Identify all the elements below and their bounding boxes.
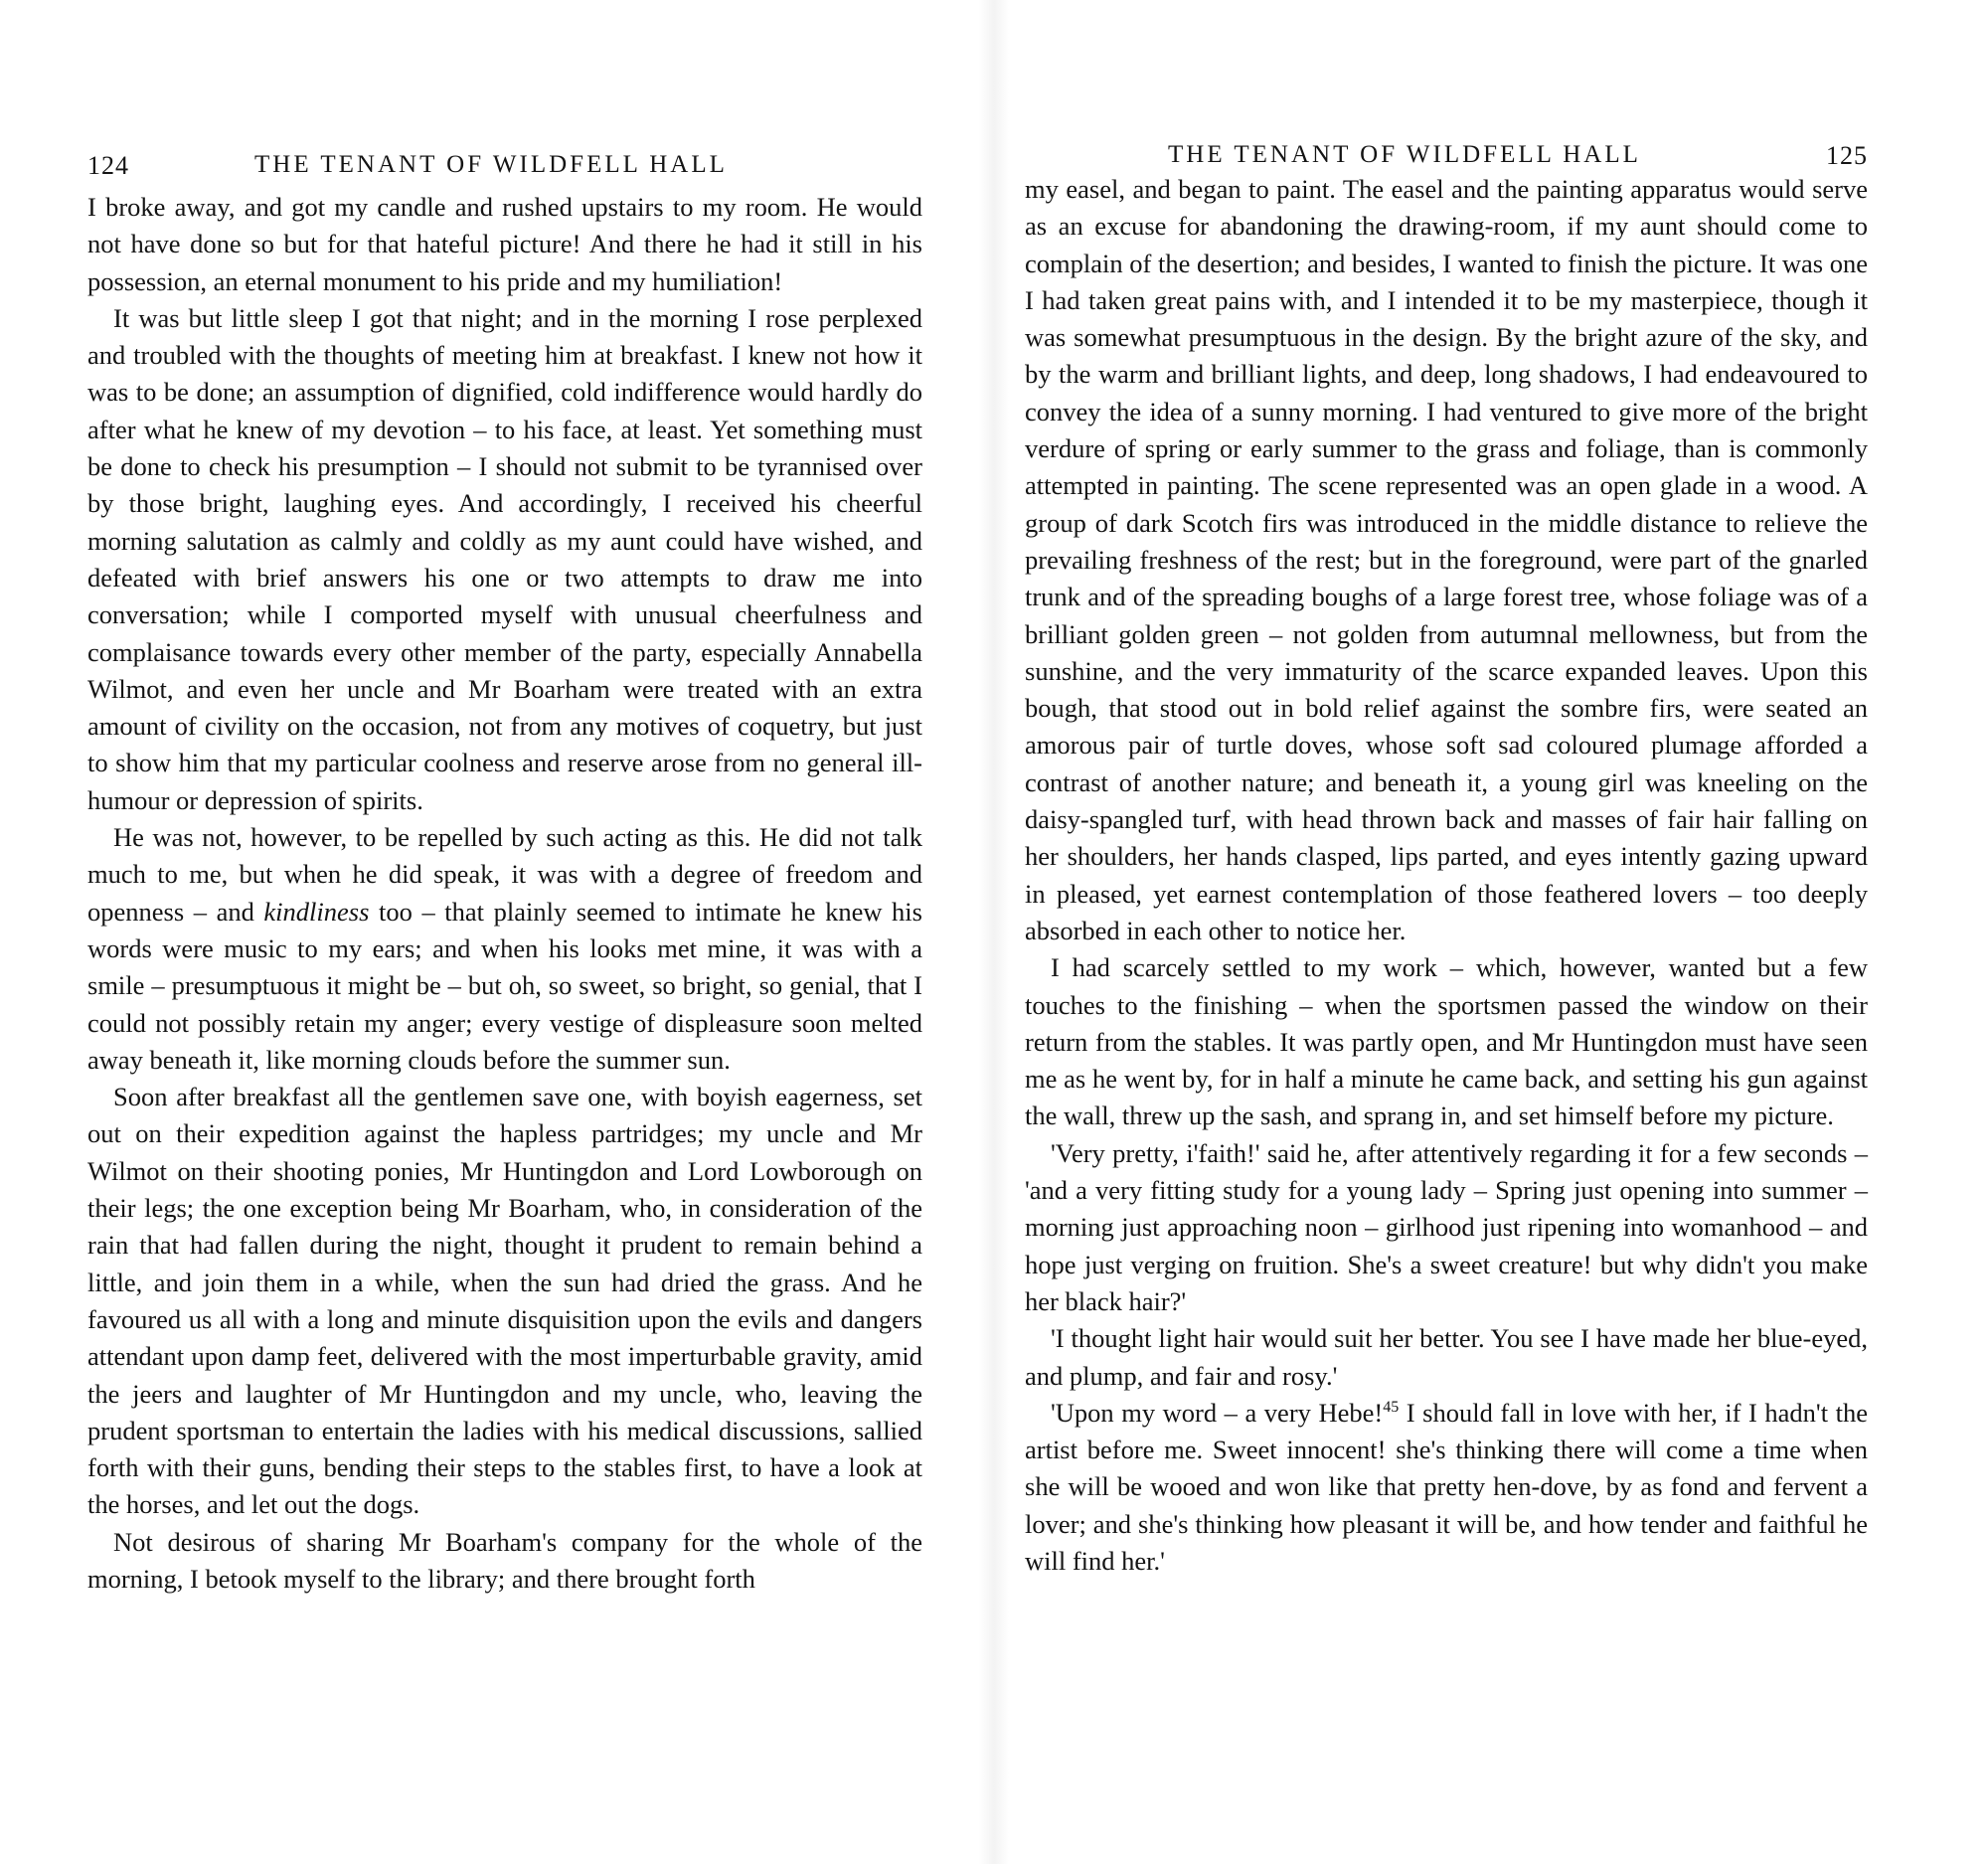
- paragraph-text: I should fall in love with her, if I hadn't the artist before me. Sweet innocent! she's thinking there will come a time when she will be wooed and won like that pretty hen-dove, by as fond and fervent a lover; and she's thinking how pleasant it will be, and how tender and faithful he will find her.': [1025, 1397, 1868, 1576]
- left-body-text: [87, 189, 922, 1598]
- paragraph: Not desirous of sharing Mr Boarham's company for the whole of the morning, I betook myself to the library; and there brought forth: [87, 1526, 922, 1594]
- right-running-title: THE TENANT OF WILDFELL HALL: [1168, 141, 1641, 168]
- left-running-head: [87, 149, 922, 189]
- italic-word: kindliness: [263, 896, 370, 927]
- right-page: [1025, 141, 1868, 1580]
- left-page-number: 124: [87, 151, 129, 180]
- paragraph: It was but little sleep I got that night; and in the morning I rose perplexed and troubled with the thoughts of meeting him at breakfast. I knew not how it was to be done; an assumption of dignified, cold indifference would hardly do after what he knew of my devotion – to his face, at least. Yet something must be done to check his presumption – I should not submit to be tyrannised over by those bright, laughing eyes. And accordingly, I received his cheerful morning salutation as calmly and coldly as my aunt could have wished, and defeated with brief answers his one or two attempts to draw me into conversation; while I comported myself with unusual cheerfulness and complaisance towards every other member of the party, especially Annabella Wilmot, and even her uncle and Mr Boarham were treated with an extra amount of civility on the occasion, not from any motives of coquetry, but just to show him that my particular coolness and reserve arose from no general ill-humour or depression of spirits.: [87, 302, 922, 815]
- paragraph-text: 'Upon my word – a very Hebe!: [1051, 1397, 1384, 1428]
- book-gutter: [979, 0, 1009, 1864]
- paragraph: I broke away, and got my candle and rushed upstairs to my room. He would not have done so but for that hateful picture! And there he had it still in his possession, an eternal monument to his pride and my humiliation!: [87, 192, 922, 296]
- paragraph: 'Very pretty, i'faith!' said he, after attentively regarding it for a few seconds – 'and a very fitting study for a young lady – Spring just opening into summer – morning just approaching noon – girlhood just ripening into womanhood – and hope just verging on fruition. She's a sweet creature! but why didn't you make her black hair?': [1025, 1137, 1868, 1316]
- left-running-title: THE TENANT OF WILDFELL HALL: [254, 151, 728, 178]
- paragraph: 'I thought light hair would suit her better. You see I have made her blue-eyed, and plump, and fair and rosy.': [1025, 1323, 1868, 1391]
- paragraph: my easel, and began to paint. The easel and the painting apparatus would serve as an excuse for abandoning the drawing-room, if my aunt should come to complain of the desertion; and besides, I wanted to finish the picture. It was one I had taken great pains with, and I intended it to be my masterpiece, though it was somewhat presumptuous in the design. By the bright azure of the sky, and by the warm and brilliant lights, and deep, long shadows, I had endeavoured to convey the idea of a sunny morning. I had ventured to give more of the bright verdure of spring or early summer to the grass and foliage, than is commonly attempted in painting. The scene represented was an open glade in a wood. A group of dark Scotch firs was introduced in the middle distance to relieve the prevailing freshness of the rest; but in the foreground, were part of the gnarled trunk and of the spreading boughs of a large forest tree, whose foliage was of a brilliant golden green – not golden from autumnal mellowness, but from the sunshine, and the very immaturity of the scarce expanded leaves. Upon this bough, that stood out in bold relief against the sombre firs, were seated an amorous pair of turtle doves, whose soft sad coloured plumage afforded a contrast of another nature; and beneath it, a young girl was kneeling on the daisy-spangled turf, with head thrown back and masses of fair hair falling on her shoulders, her hands clasped, lips parted, and eyes intently gazing upward in pleased, yet earnest contemplation of those feathered lovers – too deeply absorbed in each other to notice her.: [1025, 174, 1868, 945]
- right-page-number: 125: [1826, 141, 1868, 170]
- paragraph-text: He was not, however, to be repelled by such acting as this. He did not talk much to me, but when he did speak, it was with a degree of freedom and openness – and: [87, 822, 922, 927]
- paragraph: [87, 819, 922, 1079]
- right-running-head: [1025, 139, 1868, 179]
- paragraph-text: too – that plainly seemed to intimate he knew his words were music to my ears; and when his looks met mine, it was with a smile – presumptuous it might be – but oh, so sweet, so bright, so genial, that I could not possibly retain my anger; every vestige of displeasure soon melted away beneath it, like morning clouds before the summer sun.: [87, 896, 922, 1075]
- left-page: [87, 149, 922, 1598]
- paragraph: I had scarcely settled to my work – which, however, wanted but a few touches to the finishing – when the sportsmen passed the window on their return from the stables. It was partly open, and Mr Huntingdon must have seen me as he went by, for in half a minute he came back, and setting his gun against the wall, threw up the sash, and sprang in, and set himself before my picture.: [1025, 952, 1868, 1131]
- paragraph: Soon after breakfast all the gentlemen save one, with boyish eagerness, set out on their expedition against the hapless partridges; my uncle and Mr Wilmot on their shooting ponies, Mr Huntingdon and Lord Lowborough on their legs; the one exception being Mr Boarham, who, in consideration of the rain that had fallen during the night, thought it prudent to remain behind a little, and join them in a while, when the sun had dried the grass. And he favoured us all with a long and minute disquisition upon the evils and dangers attendant upon damp feet, delivered with the most imperturbable gravity, amid the jeers and laughter of Mr Huntingdon and my uncle, who, leaving the prudent sportsman to entertain the ladies with his medical discussions, sallied forth with their guns, bending their steps to the stables first, to have a look at the horses, and let out the dogs.: [87, 1082, 922, 1520]
- paragraph: [1025, 1395, 1868, 1580]
- footnote-marker: 45: [1383, 1398, 1400, 1416]
- right-body-text: [1025, 171, 1868, 1580]
